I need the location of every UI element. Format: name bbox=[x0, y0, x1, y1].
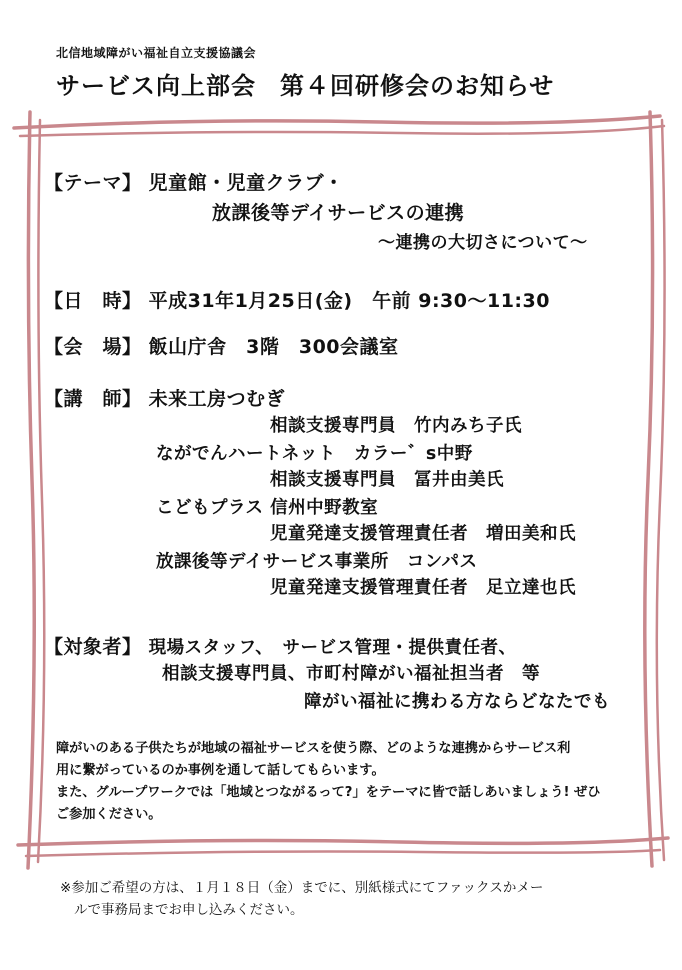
page-title-part2: 第４回研修会のお知らせ bbox=[280, 72, 555, 100]
lecturer-org: ながでんハートネット カラー゛s中野 bbox=[156, 444, 473, 464]
lecturers-row bbox=[44, 384, 285, 411]
description-line: また、グループワークでは「地域とつながるって?」をテーマに皆で話しあいましょう! ぜひ bbox=[56, 785, 601, 800]
theme-label: 【テーマ】 bbox=[44, 172, 142, 194]
description-line: ご参加ください。 bbox=[56, 807, 162, 822]
target-row bbox=[44, 632, 517, 659]
description-line: 障がいのある子供たちが地域の福祉サービスを使う際、どのような連携からサービス利 bbox=[56, 741, 571, 756]
date-row bbox=[44, 286, 550, 313]
page-title-part1: サービス向上部会 bbox=[56, 72, 256, 100]
lecturer-person: 相談支援専門員 冨井由美氏 bbox=[270, 470, 504, 490]
lecturer-org: こどもプラス 信州中野教室 bbox=[156, 498, 379, 518]
venue-value: 飯山庁舎 3階 300会議室 bbox=[148, 336, 399, 358]
application-notice bbox=[60, 877, 660, 921]
theme-line2: 放課後等デイサービスの連携 bbox=[212, 202, 465, 224]
target-line3: 障がい福祉に携わる方ならどなたでも bbox=[304, 692, 610, 712]
venue-row bbox=[44, 332, 399, 359]
date-value: 平成31年1月25日(金) 午前 9:30～11:30 bbox=[148, 290, 550, 312]
notice-line: ※参加ご希望の方は、１月１８日（金）までに、別紙様式にてファックスかメー bbox=[60, 880, 544, 896]
lecturer-org: 未来工房つむぎ bbox=[148, 388, 286, 410]
description-line: 用に繋がっているのか事例を通して話してもらいます。 bbox=[56, 763, 385, 778]
lecturer-org: 放課後等デイサービス事業所 コンパス bbox=[156, 552, 478, 572]
theme-row bbox=[44, 168, 344, 195]
target-line2: 相談支援専門員、市町村障がい福祉担当者 等 bbox=[162, 664, 540, 684]
theme-line1: 児童館・児童クラブ・ bbox=[148, 172, 344, 194]
organization-name: 北信地域障がい福祉自立支援協議会 bbox=[56, 46, 257, 60]
page-title bbox=[56, 66, 554, 101]
notice-line: ルで事務局までお申し込みください。 bbox=[74, 902, 304, 918]
target-line1: 現場スタッフ、 サービス管理・提供責任者、 bbox=[148, 638, 517, 658]
lecturers-label: 【講 師】 bbox=[44, 388, 142, 410]
target-label: 【対象者】 bbox=[44, 636, 142, 658]
venue-label: 【会 場】 bbox=[44, 336, 142, 358]
lecturer-person: 児童発達支援管理責任者 足立達也氏 bbox=[270, 578, 576, 598]
date-label: 【日 時】 bbox=[44, 290, 142, 312]
lecturer-person: 児童発達支援管理責任者 増田美和氏 bbox=[270, 524, 576, 544]
description bbox=[56, 738, 646, 826]
theme-line3: ～連携の大切さについて～ bbox=[378, 233, 588, 253]
lecturer-person: 相談支援専門員 竹内みち子氏 bbox=[270, 416, 522, 436]
